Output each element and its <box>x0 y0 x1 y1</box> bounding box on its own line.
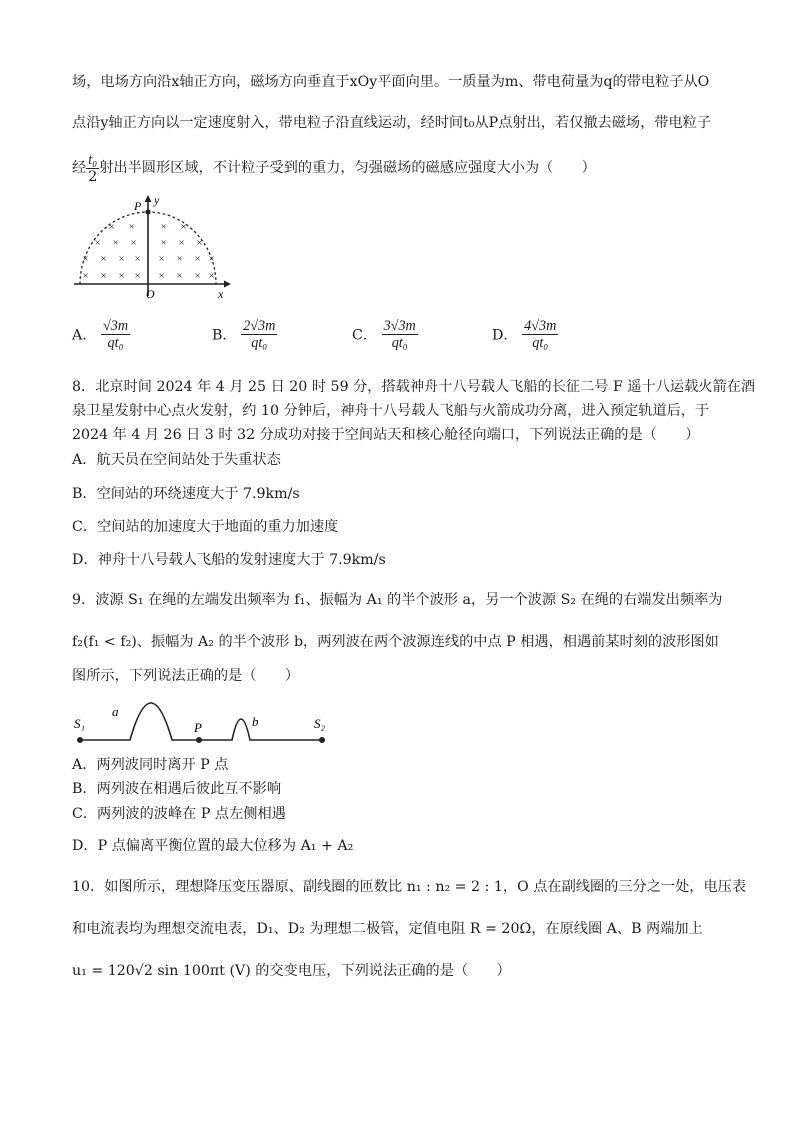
field-x-mark: × <box>130 237 137 249</box>
label-b: b <box>252 714 259 729</box>
q7-line-2: 点沿y轴正方向以一定速度射入，带电粒子沿直线运动，经时间t₀从P点射出，若仅撤去磁场，带电粒子 <box>72 115 712 131</box>
option-text: D．P 点偏离平衡位置的最大位移为 A₁ + A₂ <box>72 838 354 854</box>
option-text: C．两列波的波峰在 P 点左侧相遇 <box>72 806 286 822</box>
option-text: C．空间站的加速度大于地面的重力加速度 <box>72 519 339 535</box>
q9-option-a[interactable] <box>72 754 732 776</box>
field-x-mark: × <box>208 253 215 265</box>
y-axis-arrow <box>145 195 152 202</box>
option-letter: A． <box>72 327 97 344</box>
option-text: A．航天员在空间站处于失重状态 <box>72 452 281 468</box>
q10-line-1: 10．如图所示，理想降压变压器原、副线圈的匝数比 n₁ : n₂ = 2 : 1，O 点在副线圈的三分之一处，电压表 <box>72 879 747 895</box>
option-text: B．两列波在相遇后彼此互不影响 <box>72 781 282 797</box>
field-x-mark: × <box>128 221 135 233</box>
q9-option-d[interactable] <box>72 835 732 857</box>
question-10 <box>72 877 747 897</box>
frac-den: qt₀ <box>251 335 268 351</box>
option-fraction <box>101 318 130 351</box>
q9-rope-figure <box>72 688 334 748</box>
field-x-mark: × <box>100 253 107 265</box>
q7-line-3 <box>72 150 732 186</box>
q9-line-2: f₂(f₁ < f₂)、振幅为 A₂ 的半个波形 b，两列波在两个波源连线的中点 P 相遇，相遇前某时刻的波形图如 <box>72 634 719 650</box>
q9-line-3: 图所示，下列说法正确的是（ ） <box>72 668 300 684</box>
label-y: y <box>154 193 160 207</box>
field-x-mark: × <box>208 270 215 282</box>
option-letter: D． <box>492 327 518 344</box>
option-letter: C． <box>352 327 378 344</box>
q8-option-a[interactable] <box>72 450 732 470</box>
q7-line-1: 场，电场方向沿x轴正方向，磁场方向垂直于xOy平面向里。一质量为m、带电荷量为q的带电粒子从O <box>72 74 710 90</box>
label-S2: S₂ <box>314 716 326 731</box>
field-x-mark: × <box>94 237 101 249</box>
field-x-mark: × <box>112 237 119 249</box>
frac-den: qt₀ <box>391 335 408 351</box>
question-9 <box>72 590 732 610</box>
q7-option-c[interactable] <box>352 318 418 351</box>
q9-line-3-wrap <box>72 666 732 686</box>
q10-line-3-wrap <box>72 961 732 981</box>
q9-line-1: 9．波源 S₁ 在绳的左端发出频率为 f₁、振幅为 A₁ 的半个波形 a，另一个波源 S₂ 在绳的右端发出频率为 <box>72 592 723 608</box>
frac-den: qt₀ <box>532 335 549 351</box>
q9-line-2-wrap <box>72 632 732 652</box>
option-text: D．神舟十八号载人飞船的发射速度大于 7.9km/s <box>72 552 386 568</box>
q8-option-c[interactable] <box>72 517 732 537</box>
source-S2-dot <box>319 737 325 743</box>
field-x-mark: × <box>134 270 141 282</box>
q7-options <box>72 318 672 368</box>
q7-option-b[interactable] <box>212 318 277 351</box>
q7-line-2-wrap <box>72 113 732 133</box>
point-P <box>145 209 150 214</box>
field-x-mark: × <box>194 270 201 282</box>
field-x-mark: × <box>176 270 183 282</box>
q8-option-d[interactable] <box>72 550 732 570</box>
field-x-mark: × <box>176 253 183 265</box>
q8-line-1: 8．北京时间 2024 年 4 月 25 日 20 时 59 分，搭载神舟十八号载人飞船的长征二号 F 遥十八运载火箭在酒 <box>72 379 756 395</box>
label-x: x <box>218 287 224 301</box>
field-x-mark: × <box>118 270 125 282</box>
q10-line-2-wrap <box>72 919 732 939</box>
option-text: B．空间站的环绕速度大于 7.9km/s <box>72 486 300 502</box>
label-P: P <box>194 720 202 735</box>
option-fraction <box>522 318 558 351</box>
q9-option-b[interactable] <box>72 778 732 800</box>
point-P-dot <box>196 737 202 743</box>
field-x-mark: × <box>158 270 165 282</box>
q7-option-d[interactable] <box>492 318 558 351</box>
x-axis-arrow <box>224 281 231 288</box>
label-O: O <box>146 287 155 301</box>
q10-line-3: u₁ = 120√2 sin 100πt (V) 的交变电压，下列说法正确的是（ ） <box>72 963 511 979</box>
frac-den: qt₀ <box>107 335 124 351</box>
field-x-mark: × <box>82 253 89 265</box>
source-S1-dot <box>77 737 83 743</box>
frac-num: 3√3m <box>383 318 416 334</box>
question-8 <box>72 375 756 447</box>
field-x-mark: × <box>196 237 203 249</box>
field-x-mark: × <box>160 237 167 249</box>
question-7-text <box>72 72 732 92</box>
option-letter: B． <box>212 327 237 344</box>
label-P: P <box>134 199 142 213</box>
field-x-mark: × <box>108 221 115 233</box>
field-x-mark: × <box>82 270 89 282</box>
q7-line-3-pre: 经 <box>72 160 87 176</box>
field-x-mark: × <box>158 253 165 265</box>
option-text: A．两列波同时离开 P 点 <box>72 757 229 773</box>
field-x-mark: × <box>194 253 201 265</box>
q8-line-2: 泉卫星发射中心点火发射，约 10 分钟后，神舟十八号载人飞船与火箭成功分离，进入预定轨道后，于 <box>72 403 710 419</box>
label-S1: S₁ <box>74 716 86 731</box>
frac-den: 2 <box>88 168 98 185</box>
q7-line-3-wrap <box>72 150 732 186</box>
label-a: a <box>112 704 119 719</box>
q8-option-b[interactable] <box>72 484 732 504</box>
frac-num: t₀ <box>88 151 98 168</box>
option-fraction <box>382 318 418 351</box>
field-x-mark: × <box>178 237 185 249</box>
q7-option-a[interactable] <box>72 318 130 351</box>
q9-option-c[interactable] <box>72 803 732 825</box>
field-x-mark: × <box>160 221 167 233</box>
q7-line-3-post: 射出半圆形区域，不计粒子受到的重力，匀强磁场的磁感应强度大小为（ ） <box>99 160 596 176</box>
frac-num: 4√3m <box>524 318 557 334</box>
field-x-mark: × <box>118 253 125 265</box>
q8-line-3: 2024 年 4 月 26 日 3 时 32 分成功对接于空间站天和核心舱径向端口，下列说法正确的是（ ） <box>72 427 700 443</box>
field-x-mark: × <box>134 253 141 265</box>
q10-line-2: 和电流表均为理想交流电表，D₁、D₂ 为理想二极管，定值电阻 R = 20Ω，在原线圈 A、B 两端加上 <box>72 921 703 937</box>
frac-num: √3m <box>102 318 129 334</box>
field-x-mark: × <box>180 221 187 233</box>
q7-semicircle-figure <box>72 192 234 302</box>
option-fraction <box>241 318 277 351</box>
frac-num: 2√3m <box>243 318 276 334</box>
q7-time-fraction <box>86 152 99 185</box>
field-x-mark: × <box>100 270 107 282</box>
